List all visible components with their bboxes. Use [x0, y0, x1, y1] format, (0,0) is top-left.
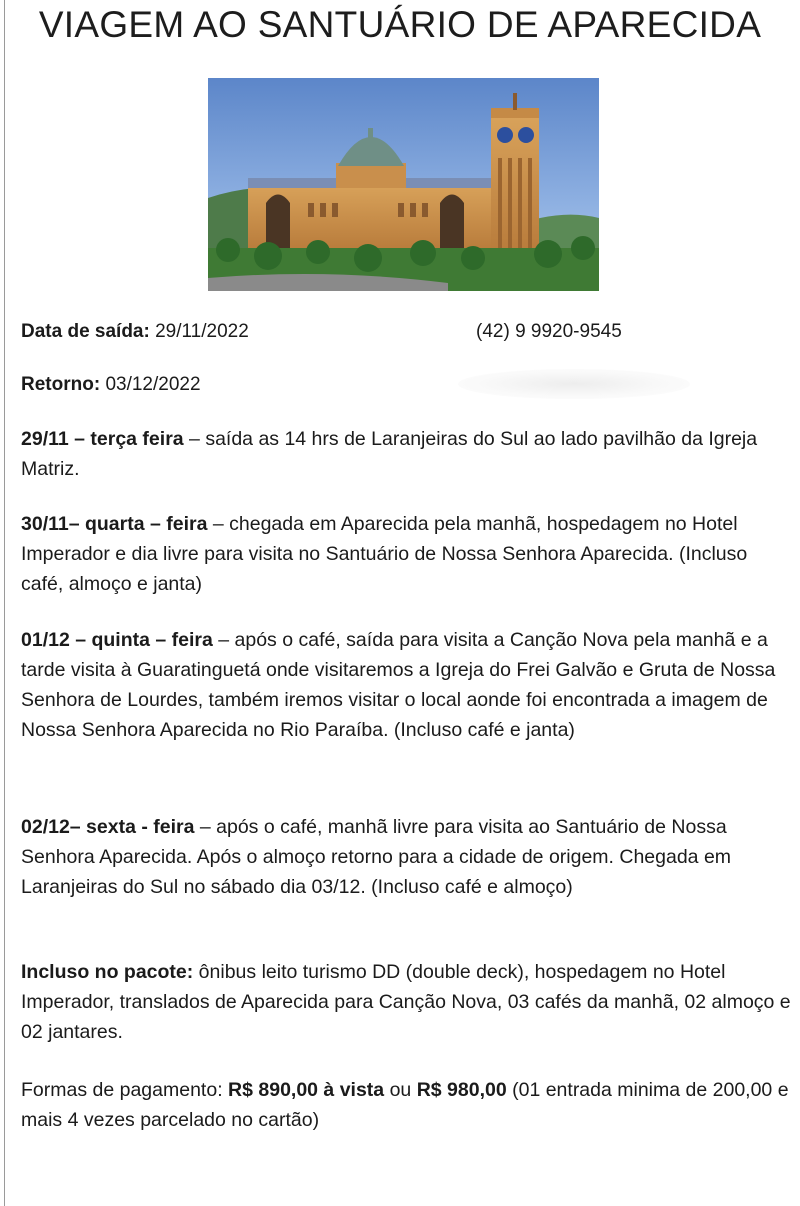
- day-description: – chegada em Aparecida pela manhã, hospedagem no Hotel Imperador e dia livre para visita no Santuário de Nossa Senhora Aparecida. (Incluso café, almoço e janta): [21, 513, 748, 595]
- day-description: – após o café, saída para visita a Canção Nova pela manhã e a tarde visita à Guaratinguetá onde visitaremos a Igreja do Frei Galvão e Gruta de Nossa Senhora de Lourdes, também iremos visitar o local aonde foi encontrada a imagem de Nossa Senhora Aparecida no Rio Paraíba. (Incluso café e janta): [21, 629, 776, 741]
- cash-price: R$ 890,00 à vista: [228, 1079, 385, 1101]
- page-left-border: [4, 0, 5, 1206]
- day-heading: 02/12– sexta - feira: [21, 816, 195, 838]
- day-description: – saída as 14 hrs de Laranjeiras do Sul ao lado pavilhão da Igreja Matriz.: [21, 428, 758, 480]
- itinerary-day-3: [21, 625, 791, 745]
- blurred-region: [458, 369, 690, 399]
- includes-label: Incluso no pacote:: [21, 961, 194, 983]
- return-label: Retorno:: [21, 374, 101, 395]
- installment-price: R$ 980,00: [416, 1079, 507, 1101]
- payment-suffix: (01 entrada minima de 200,00 e mais 4 vezes parcelado no cartão): [21, 1079, 789, 1131]
- payment-prefix: Formas de pagamento:: [21, 1079, 229, 1101]
- day-heading: 30/11– quarta – feira: [21, 513, 208, 535]
- day-heading: 29/11 – terça feira: [21, 428, 184, 450]
- package-includes: [21, 957, 791, 1047]
- itinerary-day-1: [21, 424, 791, 484]
- contact-phone: (42) 9 9920-9545: [476, 321, 622, 342]
- includes-text: ônibus leito turismo DD (double deck), hospedagem no Hotel Imperador, translados de Aparecida para Canção Nova, 03 cafés da manhã, 02 almoço e 02 jantares.: [21, 961, 791, 1043]
- basilica-photo: [208, 78, 599, 291]
- itinerary-day-4: [21, 812, 791, 902]
- day-description: – após o café, manhã livre para visita ao Santuário de Nossa Senhora Aparecida. Após o almoço retorno para a cidade de origem. Chegada em Laranjeiras do Sul no sábado dia 03/12. (Incluso café e almoço): [21, 816, 732, 898]
- return-row: [21, 373, 201, 397]
- departure-label: Data de saída:: [21, 321, 150, 342]
- day-heading: 01/12 – quinta – feira: [21, 629, 213, 651]
- document-title: VIAGEM AO SANTUÁRIO DE APARECIDA: [38, 4, 762, 45]
- departure-date: 29/11/2022: [155, 321, 249, 342]
- return-date: 03/12/2022: [105, 374, 201, 395]
- payment-connector: ou: [384, 1079, 417, 1101]
- itinerary-day-2: [21, 509, 791, 599]
- payment-terms: [21, 1075, 791, 1135]
- departure-row: [21, 320, 249, 344]
